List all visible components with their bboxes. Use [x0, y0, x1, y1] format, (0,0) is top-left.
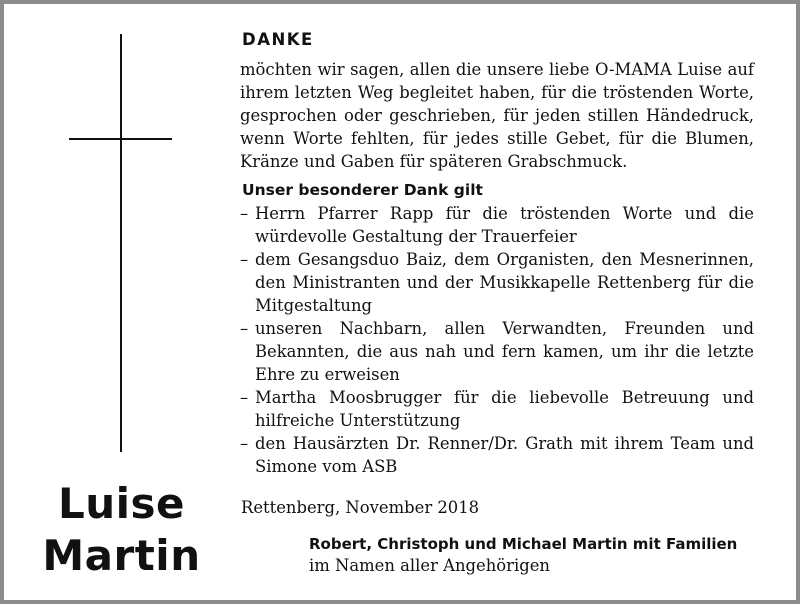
list-item-text: dem Gesangsduo Baiz, dem Organisten, den Mesnerinnen, den Ministranten und der Musikkapelle Rettenberg für die Mitgestaltung: [255, 250, 754, 315]
signature-families: Robert, Christoph und Michael Martin mit Familien: [309, 535, 738, 553]
cross-horizontal-bar: [69, 138, 172, 140]
list-item: [240, 432, 754, 478]
list-item: [240, 317, 754, 386]
list-item: [240, 248, 754, 317]
dash-bullet: –: [240, 388, 249, 407]
dash-bullet: –: [240, 319, 249, 338]
dash-bullet: –: [240, 204, 249, 223]
list-item-text: Herrn Pfarrer Rapp für die tröstenden Worte und die würdevolle Gestaltung der Trauerfeier: [255, 204, 754, 246]
signature-on-behalf: im Namen aller Angehörigen: [309, 556, 550, 575]
cross-vertical-bar: [120, 34, 122, 452]
list-item-text: den Hausärzten Dr. Renner/Dr. Grath mit ihrem Team und Simone vom ASB: [255, 434, 754, 476]
intro-paragraph: möchten wir sagen, allen die unsere liebe O-MAMA Luise auf ihrem letzten Weg begleitet haben, für die tröstenden Worte, gesprochen oder geschrieben, für jeden stillen Händedruck, wenn Worte fehlten, für jedes stille Gebet, für die Blumen, Kränze und Gaben für späteren Grabschmuck.: [240, 60, 754, 171]
signature: [309, 533, 755, 577]
list-item: [240, 386, 754, 432]
thanks-list: [240, 202, 754, 478]
deceased-first-name: Luise: [57, 479, 186, 528]
heading: DANKE: [242, 30, 314, 49]
list-item-text: Martha Moosbrugger für die liebevolle Betreuung und hilfreiche Unterstützung: [255, 388, 754, 430]
list-item-text: unseren Nachbarn, allen Verwandten, Freunden und Bekannten, die aus nah und fern kamen, um ihr die letzte Ehre zu erweisen: [255, 319, 754, 384]
deceased-last-name: Martin: [42, 531, 201, 580]
subheading: Unser besonderer Dank gilt: [242, 181, 483, 199]
list-item: [240, 202, 754, 248]
dash-bullet: –: [240, 250, 249, 269]
place-date: Rettenberg, November 2018: [241, 498, 480, 517]
thanks-text: [240, 28, 754, 478]
dash-bullet: –: [240, 434, 249, 453]
